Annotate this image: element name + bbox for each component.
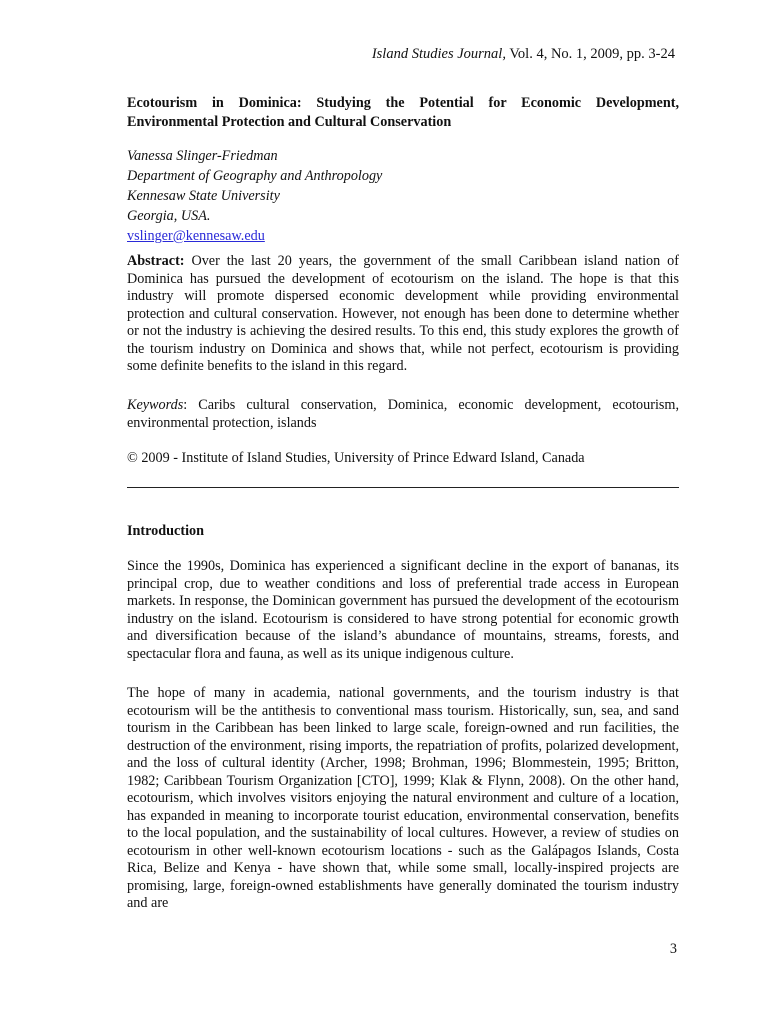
article-title: Ecotourism in Dominica: Studying the Potential for Economic Development, Environmental Protection and Cultural Conservation [127,95,679,130]
journal-name: Island Studies Journal, [371,46,506,62]
paper-page [127,0,679,1024]
intro-paragraph-1: Since the 1990s, Dominica has experienced a significant decline in the export of bananas, its principal crop, due to weather conditions and loss of preferential trade access in European markets. In response, the Dominican government has pursued the development of the ecotourism industry on the island. Ecotourism is considered to have strong potential for economic growth and diversification because of the island’s abundance of mountains, streams, forests, and spectacular flora and fauna, as well as its unique indigenous culture. [127,558,679,662]
author-email-link[interactable]: vslinger@kennesaw.edu [127,228,265,244]
abstract [127,253,679,376]
running-header [372,46,675,63]
keywords-label: Keywords [127,397,184,413]
journal-citation: Vol. 4, No. 1, 2009, pp. 3-24 [505,46,675,62]
author-department: Department of Geography and Anthropology [127,168,383,184]
copyright-notice: © 2009 - Institute of Island Studies, University of Prince Edward Island, Canada [127,450,585,466]
section-heading-introduction: Introduction [127,523,204,539]
author-location: Georgia, USA. [127,208,211,224]
section-divider [127,487,679,488]
author-block [127,146,382,246]
author-name: Vanessa Slinger-Friedman [127,148,278,164]
abstract-text: Over the last 20 years, the government of the small Caribbean island nation of Dominica has pursued the development of ecotourism on the island. The hope is that this industry will promote dispersed economic development while providing environmental protection and cultural conservation. However, not enough has been done to determine whether or not the industry is achieving the desired results. To this end, this study explores the growth of the tourism industry on Dominica and shows that, while not perfect, ecotourism is providing some definite benefits to the island in this regard. [127,253,679,374]
keywords-text: : Caribs cultural conservation, Dominica, economic development, ecotourism, environmental protection, islands [127,397,679,431]
intro-paragraph-2: The hope of many in academia, national governments, and the tourism industry is that ecotourism will be the antithesis to conventional mass tourism. Historically, sun, sea, and sand tourism in the Caribbean has been linked to large scale, foreign-owned and run facilities, the destruction of the environment, rising imports, the repatriation of profits, polarized development, and the loss of cultural identity (Archer, 1998; Brohman, 1996; Blommestein, 1995; Britton, 1982; Caribbean Tourism Organization [CTO], 1999; Klak & Flynn, 2008). On the other hand, ecotourism, which involves visitors enjoying the natural environment and culture of a location, has expanded in meaning to incorporate tourist education, environmental conservation, benefits to the local population, and the sustainability of local cultures. However, a review of studies on ecotourism in other well-known ecotourism locations - such as the Galápagos Islands, Costa Rica, Belize and Kenya - have shown that, while some small, locally-inspired projects are promising, large, foreign-owned establishments have generally dominated the tourism industry and are [127,685,679,911]
keywords [127,397,679,432]
author-university: Kennesaw State University [127,188,280,204]
abstract-label: Abstract: [127,253,185,269]
page-number: 3 [669,941,677,957]
